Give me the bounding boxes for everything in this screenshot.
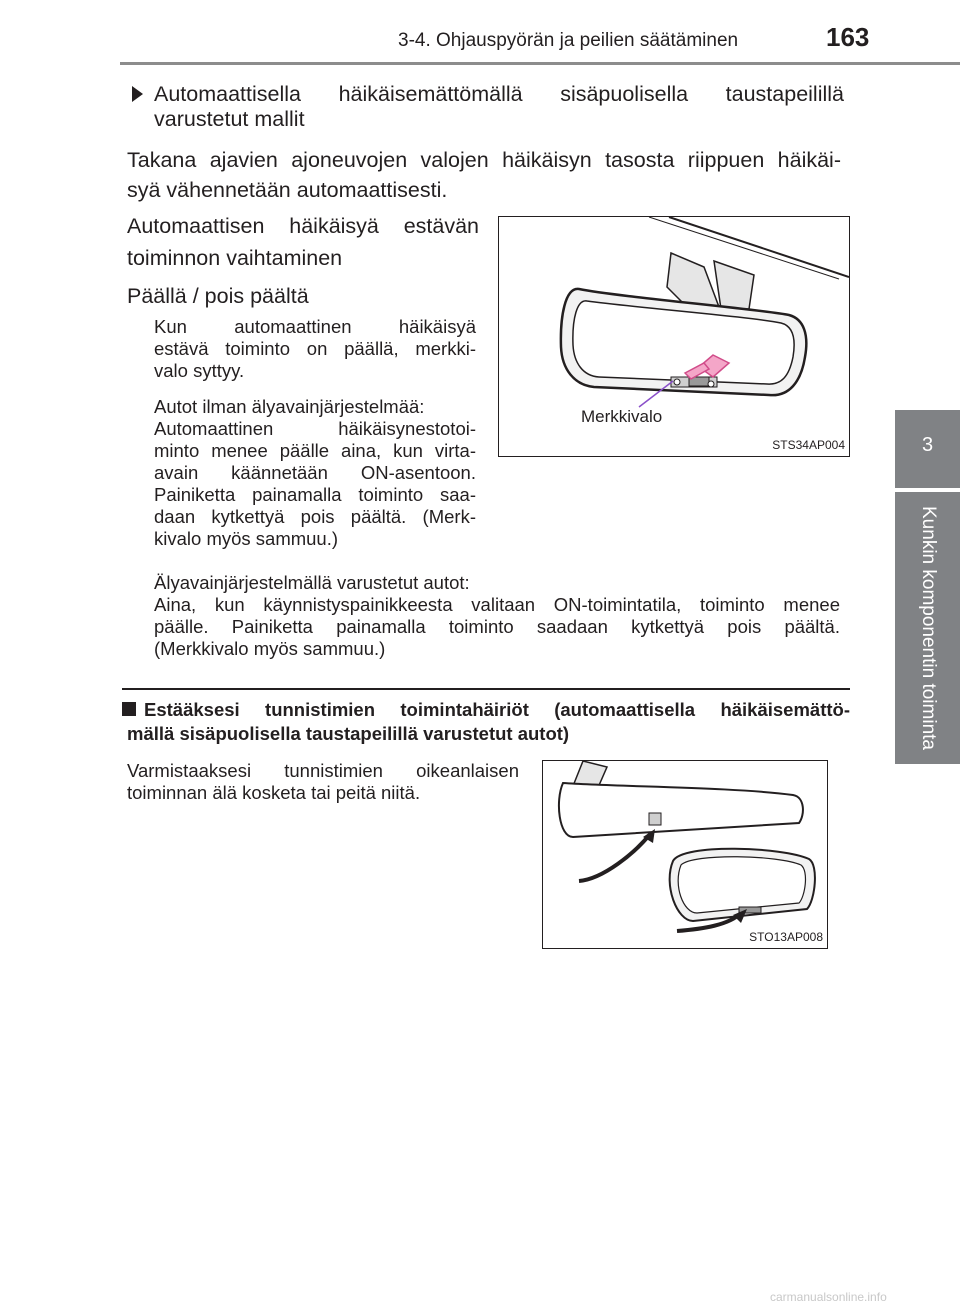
sensor-heading-line1: Estääksesi tunnistimien toimintahäiriöt (automaattisella häikäisemättö- [144,699,850,720]
sensor-paragraph [127,760,519,804]
page-number: 163 [826,22,870,52]
text-line: Varmistaaksesi tunnistimien oikeanlaisen [127,760,519,781]
running-header-section: 3-4. Ohjauspyörän ja peilien säätäminen [398,30,739,51]
chapter-tab-title [895,492,960,764]
sensor-illustration [543,761,827,948]
header-rule [120,62,960,65]
text-line: minto menee päälle aina, kun virta- [154,440,476,461]
text-line: kivalo myös sammuu.) [154,528,339,549]
text-line: Kun automaattinen häikäisyä [154,316,476,337]
triangle-bullet-icon [132,86,143,102]
square-bullet-icon [122,702,136,716]
text-line: toiminnan älä kosketa tai peitä niitä. [127,782,421,803]
switch-title-line2: toiminnon vaihtaminen [127,246,343,270]
section-divider [122,688,850,690]
text-line: Aina, kun käynnistyspainikkeesta valitaan ON-toimintatila, toiminto menee [154,594,840,615]
paragraph-no-smart-key [154,396,476,550]
chapter-tab-title-text: Kunkin komponentin toiminta [917,506,939,750]
text-line: estävä toiminto on päällä, merkki- [154,338,476,359]
text-line: (Merkkivalo myös sammuu.) [154,638,386,659]
figure-code: STO13AP008 [749,930,823,944]
figure-mirror-indicator [498,216,850,457]
sensor-heading-line2: mällä sisäpuolisella taustapeilillä varustetut autot) [127,723,570,744]
figure-code: STS34AP004 [772,438,845,452]
intro-line1: Takana ajavien ajoneuvojen valojen häikäisyn tasosta riippuen häikäi- [127,148,841,172]
callout-indicator-label: Merkkivalo [581,407,663,426]
text-line: Autot ilman älyavainjärjestelmää: [154,396,425,417]
mirror-illustration [499,217,849,456]
switch-title-line1: Automaattisen häikäisyä estävän [127,214,479,238]
watermark[interactable]: carmanualsonline.info [770,1290,887,1304]
text-line: avain käännetään ON-asentoon. [154,462,476,483]
text-line: valo syttyy. [154,360,245,381]
intro-line2: syä vähennetään automaattisesti. [127,178,448,202]
section-heading-line2: varustetut mallit [154,107,305,131]
paragraph-indicator [154,316,476,382]
on-off-label: Päällä / pois päältä [127,284,309,308]
paragraph-smart-key [154,572,840,660]
text-line: daan kytkettyä pois päältä. (Merk- [154,506,476,527]
text-line: Automaattinen häikäisynestotoi- [154,418,476,439]
section-heading-line1: Automaattisella häikäisemättömällä sisäpuolisella taustapeilillä [154,82,844,106]
text-line: Painiketta painamalla toiminto saa- [154,484,476,505]
text-line: päälle. Painiketta painamalla toiminto saadaan kytkettyä pois päältä. [154,616,840,637]
chapter-tab-number: 3 [895,410,960,488]
text-line: Älyavainjärjestelmällä varustetut autot: [154,572,470,593]
figure-mirror-sensors [542,760,828,949]
